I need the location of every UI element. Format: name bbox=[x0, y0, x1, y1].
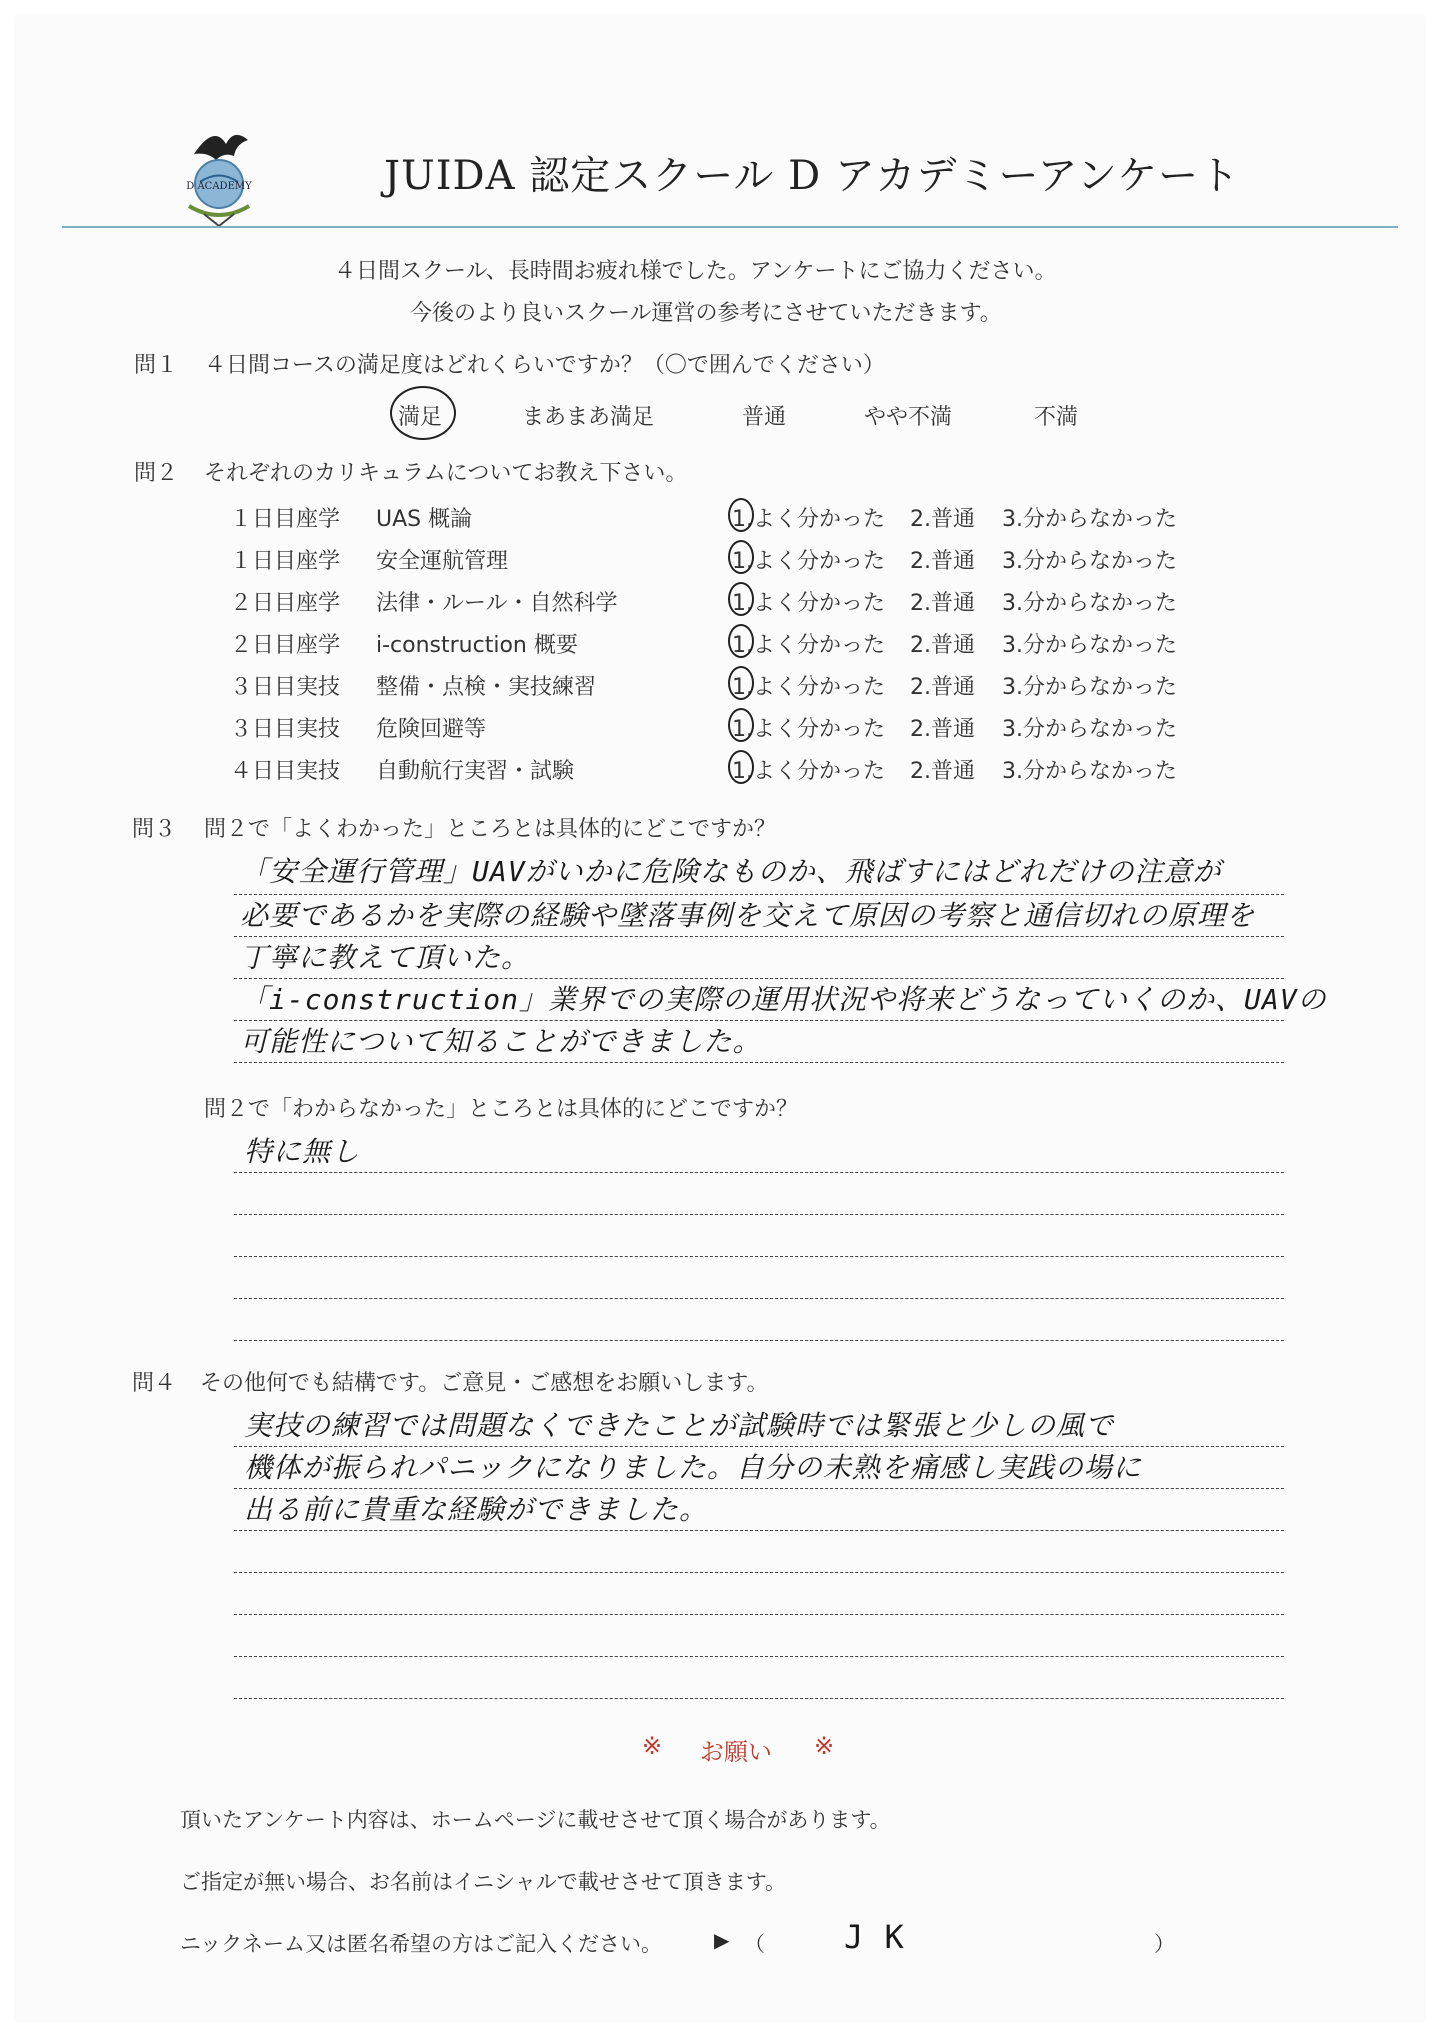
request-line-2: ご指定が無い場合、お名前はイニシャルで載せさせて頂きます。 bbox=[180, 1870, 787, 1894]
q1-option-satisfied[interactable]: 満足 bbox=[398, 405, 443, 430]
logo-text: D ACADEMY bbox=[186, 181, 252, 192]
q2-selected-circle bbox=[728, 582, 754, 616]
q3-label: 問３ bbox=[132, 817, 177, 842]
reference-mark-left: ※ bbox=[642, 1732, 663, 1760]
q2-choice-understood[interactable]: 1.よく分かった bbox=[732, 549, 885, 574]
q4-answer-line-2: 機体が振られパニックになりました。自分の未熟を痛感し実践の場に bbox=[244, 1451, 1142, 1484]
q2-row-subject: 危険回避等 bbox=[376, 717, 487, 742]
q1-text: ４日間コースの満足度はどれくらいですか？（〇で囲んでください） bbox=[204, 353, 885, 378]
answer-rule bbox=[234, 1062, 1284, 1063]
q2-choice-understood[interactable]: 1.よく分かった bbox=[732, 675, 885, 700]
q2-row-day: ２日目座学 bbox=[230, 591, 341, 616]
q2-row-day: ４日目実技 bbox=[230, 759, 341, 784]
nickname-paren-open: （ bbox=[744, 1932, 765, 1956]
reference-mark-right: ※ bbox=[814, 1732, 835, 1760]
q4-answer-line-3: 出る前に貴重な経験ができました。 bbox=[244, 1493, 709, 1526]
q3-sub-answer: 特に無し bbox=[244, 1135, 361, 1168]
answer-rule bbox=[234, 1214, 1284, 1215]
q2-choice-understood[interactable]: 1.よく分かった bbox=[732, 591, 885, 616]
answer-rule bbox=[234, 1298, 1284, 1299]
q1-label: 問１ bbox=[134, 353, 179, 378]
q2-row-day: ３日目実技 bbox=[230, 675, 341, 700]
q2-choice-neutral[interactable]: 2.普通 bbox=[910, 717, 975, 742]
q2-choice-neutral[interactable]: 2.普通 bbox=[910, 759, 975, 784]
answer-rule bbox=[234, 1256, 1284, 1257]
q2-choice-neutral[interactable]: 2.普通 bbox=[910, 507, 975, 532]
q2-choice-understood[interactable]: 1.よく分かった bbox=[732, 633, 885, 658]
q2-row-subject: 整備・点検・実技練習 bbox=[376, 675, 597, 700]
answer-rule bbox=[234, 1172, 1284, 1173]
q2-selected-circle bbox=[728, 540, 754, 574]
nickname-prompt: ニックネーム又は匿名希望の方はご記入ください。 bbox=[180, 1932, 662, 1956]
request-heading: お願い bbox=[700, 1738, 772, 1766]
q2-selected-circle bbox=[728, 498, 754, 532]
answer-rule bbox=[234, 1572, 1284, 1573]
q2-choice-not-understood[interactable]: 3.分からなかった bbox=[1002, 507, 1177, 532]
q2-choice-neutral[interactable]: 2.普通 bbox=[910, 675, 975, 700]
q3-answer-line-5: 可能性について知ることができました。 bbox=[240, 1025, 762, 1058]
q3-text: 問２で「よくわかった」ところとは具体的にどこですか？ bbox=[204, 817, 777, 842]
q3-answer-line-3: 丁寧に教えて頂いた。 bbox=[240, 941, 531, 974]
intro-line-1: ４日間スクール、長時間お疲れ様でした。アンケートにご協力ください。 bbox=[334, 259, 1057, 284]
header-divider bbox=[62, 226, 1398, 228]
q2-choice-not-understood[interactable]: 3.分からなかった bbox=[1002, 717, 1177, 742]
q2-selected-circle bbox=[728, 624, 754, 658]
page-title: JUIDA 認定スクール D アカデミーアンケート bbox=[384, 153, 1241, 199]
q2-choice-understood[interactable]: 1.よく分かった bbox=[732, 717, 885, 742]
q3-answer-line-1: 「安全運行管理」UAVがいかに危険なものか、飛ばすにはどれだけの注意が bbox=[240, 855, 1222, 888]
d-academy-logo bbox=[164, 114, 274, 234]
q2-text: それぞれのカリキュラムについてお教え下さい。 bbox=[204, 461, 688, 486]
arrow-right-icon: ▶ bbox=[714, 1928, 730, 1952]
q2-choice-not-understood[interactable]: 3.分からなかった bbox=[1002, 549, 1177, 574]
q1-option-neutral[interactable]: 普通 bbox=[742, 405, 787, 430]
request-line-1: 頂いたアンケート内容は、ホームページに載せさせて頂く場合があります。 bbox=[180, 1808, 891, 1832]
answer-rule bbox=[234, 1340, 1284, 1341]
q2-choice-understood[interactable]: 1.よく分かった bbox=[732, 759, 885, 784]
q2-row-day: ２日目座学 bbox=[230, 633, 341, 658]
nickname-value[interactable]: J K bbox=[844, 1918, 905, 1956]
q2-row-day: ３日目実技 bbox=[230, 717, 341, 742]
answer-rule bbox=[234, 1614, 1284, 1615]
answer-rule bbox=[234, 1530, 1284, 1531]
nickname-paren-close: ） bbox=[1154, 1932, 1175, 1956]
q4-answer-line-1: 実技の練習では問題なくできたことが試験時では緊張と少しの風で bbox=[244, 1409, 1115, 1442]
q2-choice-not-understood[interactable]: 3.分からなかった bbox=[1002, 759, 1177, 784]
answer-rule bbox=[234, 1656, 1284, 1657]
answer-rule bbox=[234, 1698, 1284, 1699]
q2-choice-neutral[interactable]: 2.普通 bbox=[910, 633, 975, 658]
q3-sub-text: 問２で「わからなかった」ところとは具体的にどこですか？ bbox=[204, 1097, 799, 1122]
q2-choice-not-understood[interactable]: 3.分からなかった bbox=[1002, 633, 1177, 658]
q2-choice-neutral[interactable]: 2.普通 bbox=[910, 591, 975, 616]
q1-selected-circle bbox=[390, 386, 456, 440]
q2-row-subject: UAS 概論 bbox=[376, 507, 473, 532]
q2-row-day: １日目座学 bbox=[230, 549, 341, 574]
q2-selected-circle bbox=[728, 750, 754, 784]
q2-choice-neutral[interactable]: 2.普通 bbox=[910, 549, 975, 574]
q2-selected-circle bbox=[728, 666, 754, 700]
q1-option-somewhat-satisfied[interactable]: まあまあ満足 bbox=[522, 405, 655, 430]
q3-answer-line-2: 必要であるかを実際の経験や墜落事例を交えて原因の考察と通信切れの原理を bbox=[240, 899, 1256, 932]
q4-label: 問４ bbox=[132, 1371, 177, 1396]
q2-row-subject: i-construction 概要 bbox=[376, 633, 578, 658]
q2-row-subject: 自動航行実習・試験 bbox=[376, 759, 575, 784]
q2-row-day: １日目座学 bbox=[230, 507, 341, 532]
q4-text: その他何でも結構です。ご意見・ご感想をお願いします。 bbox=[200, 1371, 769, 1396]
q2-row-subject: 法律・ルール・自然科学 bbox=[376, 591, 618, 616]
q2-row-subject: 安全運航管理 bbox=[376, 549, 509, 574]
q2-label: 問２ bbox=[134, 461, 179, 486]
q2-choice-understood[interactable]: 1.よく分かった bbox=[732, 507, 885, 532]
survey-sheet bbox=[14, 14, 1426, 2022]
q1-option-dissatisfied[interactable]: 不満 bbox=[1034, 405, 1079, 430]
q2-selected-circle bbox=[728, 708, 754, 742]
q2-choice-not-understood[interactable]: 3.分からなかった bbox=[1002, 591, 1177, 616]
q2-choice-not-understood[interactable]: 3.分からなかった bbox=[1002, 675, 1177, 700]
intro-line-2: 今後のより良いスクール運営の参考にさせていただきます。 bbox=[410, 301, 1002, 326]
q1-option-somewhat-dissatisfied[interactable]: やや不満 bbox=[864, 405, 953, 430]
q3-answer-line-4: 「i-construction」業界での実際の運用状況や将来どうなっていくのか、UAVの bbox=[240, 983, 1327, 1016]
